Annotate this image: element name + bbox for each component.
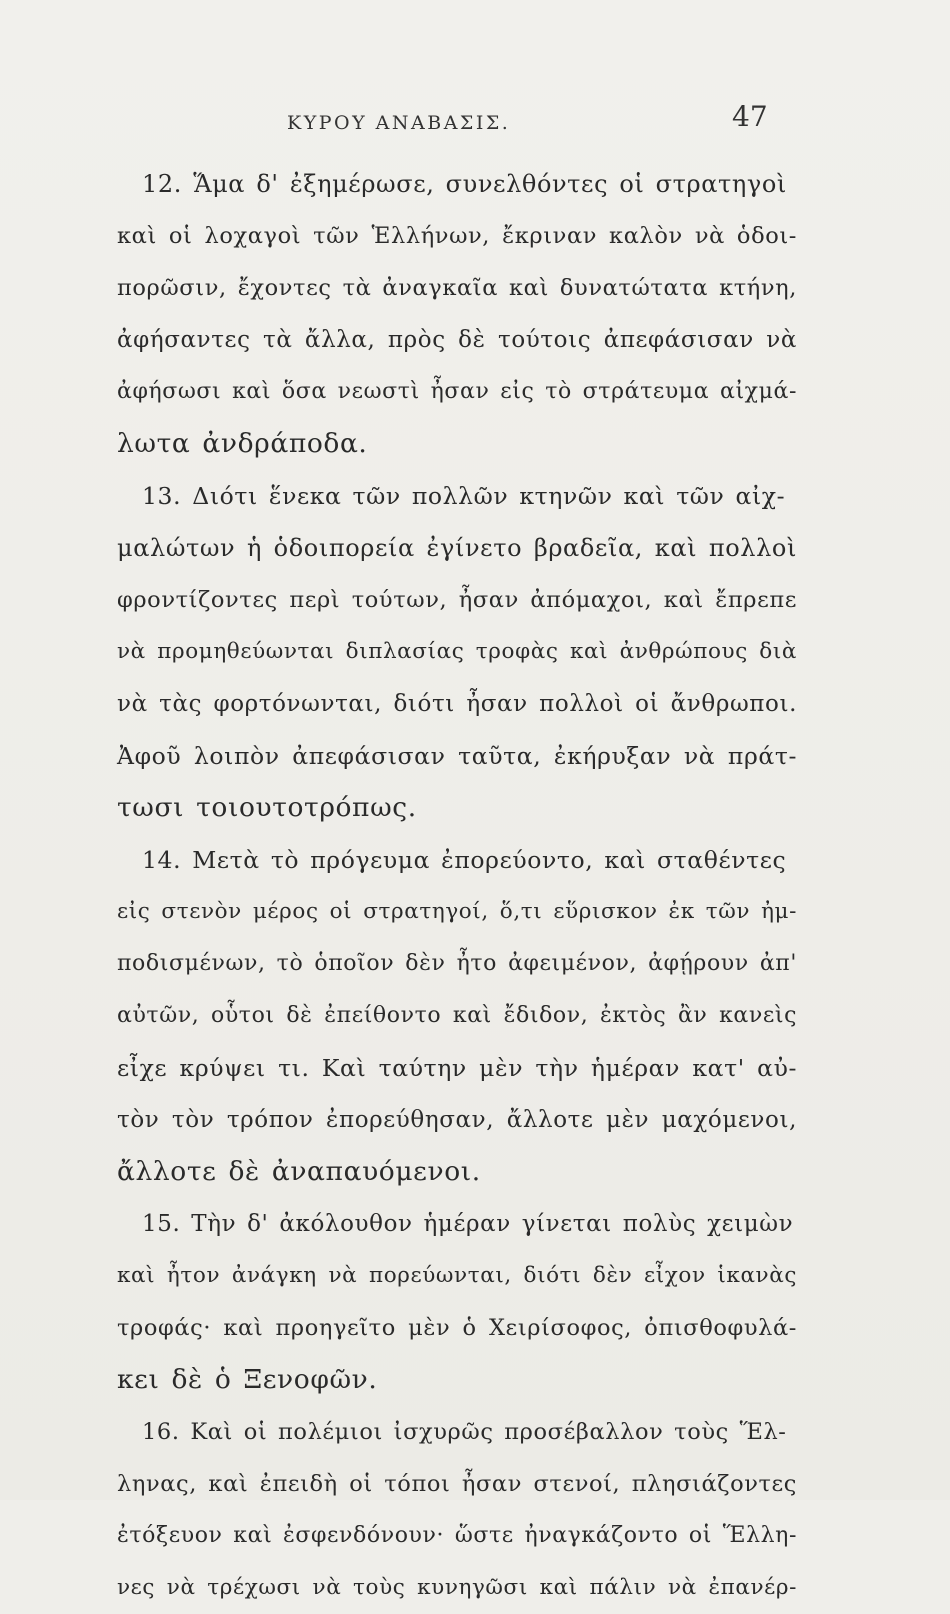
text-line: νὰ προμηθεύωνται διπλασίας τροφὰς καὶ ἀνθρώπους διὰ <box>117 639 797 664</box>
text-line: 16. Καὶ οἱ πολέμιοι ἰσχυρῶς προσέβαλλον τοὺς Ἕλ- <box>142 1419 787 1445</box>
text-line: τωσι τοιουτοτρόπως. <box>117 792 417 823</box>
text-line: καὶ οἱ λοχαγοὶ τῶν Ἑλλήνων, ἔκριναν καλὸν νὰ ὁδοι- <box>117 223 797 249</box>
text-line: ἀφήσαντες τὰ ἄλλα, πρὸς δὲ τούτοις ἀπεφάσισαν νὰ <box>117 327 797 353</box>
text-line: καὶ ἦτον ἀνάγκη νὰ πορεύωνται, διότι δὲν εἶχον ἱκανὰς <box>117 1263 797 1288</box>
text-line: μαλώτων ἡ ὁδοιπορεία ἐγίνετο βραδεῖα, καὶ πολλοὶ <box>117 534 797 562</box>
text-line: 13. Διότι ἕνεκα τῶν πολλῶν κτηνῶν καὶ τῶν αἰχ- <box>142 482 786 510</box>
text-line: 12. Ἅμα δ' ἐξημέρωσε, συνελθόντες οἱ στρατηγοὶ <box>142 170 787 198</box>
text-line: πορῶσιν, ἔχοντες τὰ ἀναγκαῖα καὶ δυνατώτατα κτήνη, <box>117 275 797 301</box>
text-line: ἐτόξευον καὶ ἐσφενδόνουν· ὥστε ἠναγκάζοντο οἱ Ἕλλη- <box>117 1523 797 1548</box>
text-line: 15. Τὴν δ' ἀκόλουθον ἡμέραν γίνεται πολὺς χειμὼν <box>142 1211 794 1237</box>
text-line: εἰς στενὸν μέρος οἱ στρατηγοί, ὅ,τι εὕρισκον ἐκ τῶν ἠμ- <box>117 899 797 924</box>
text-line: ποδισμένων, τὸ ὁποῖον δὲν ἦτο ἀφειμένον, ἀφῄρουν ἀπ' <box>117 951 797 976</box>
text-line: ἀφήσωσι καὶ ὅσα νεωστὶ ἦσαν εἰς τὸ στράτευμα αἰχμά- <box>117 379 797 404</box>
text-line: κει δὲ ὁ Ξενοφῶν. <box>117 1364 378 1395</box>
text-line: λωτα ἀνδράποδα. <box>117 428 368 459</box>
text-line: ληνας, καὶ ἐπειδὴ οἱ τόποι ἦσαν στενοί, πλησιάζοντες <box>117 1471 797 1497</box>
text-line: Ἀφοῦ λοιπὸν ἀπεφάσισαν ταῦτα, ἐκήρυξαν νὰ πράτ- <box>117 742 797 770</box>
text-line: νες νὰ τρέχωσι νὰ τοὺς κυνηγῶσι καὶ πάλιν νὰ ἐπανέρ- <box>117 1575 797 1600</box>
text-line: εἶχε κρύψει τι. Καὶ ταύτην μὲν τὴν ἡμέραν κατ' αὐ- <box>117 1054 797 1082</box>
text-line: νὰ τὰς φορτόνωνται, διότι ἦσαν πολλοὶ οἱ ἄνθρωποι. <box>117 691 797 717</box>
page-number: 47 <box>732 100 768 133</box>
text-line: φροντίζοντες περὶ τούτων, ἦσαν ἀπόμαχοι, καὶ ἔπρεπε <box>117 587 797 613</box>
running-head: ΚΥΡΟΥ ΑΝΑΒΑΣΙΣ. <box>287 112 511 134</box>
text-line: τὸν τὸν τρόπον ἐπορεύθησαν, ἄλλοτε μὲν μαχόμενοι, <box>117 1107 797 1133</box>
text-line: 14. Μετὰ τὸ πρόγευμα ἐπορεύοντο, καὶ σταθέντες <box>142 846 787 874</box>
body-text <box>117 158 797 1614</box>
text-line: αὐτῶν, οὗτοι δὲ ἐπείθοντο καὶ ἔδιδον, ἐκτὸς ἂν κανεὶς <box>117 1003 797 1028</box>
text-line: ἄλλοτε δὲ ἀναπαυόμενοι. <box>117 1156 481 1187</box>
text-line: τροφάς· καὶ προηγεῖτο μὲν ὁ Χειρίσοφος, ὀπισθοφυλά- <box>117 1315 797 1341</box>
